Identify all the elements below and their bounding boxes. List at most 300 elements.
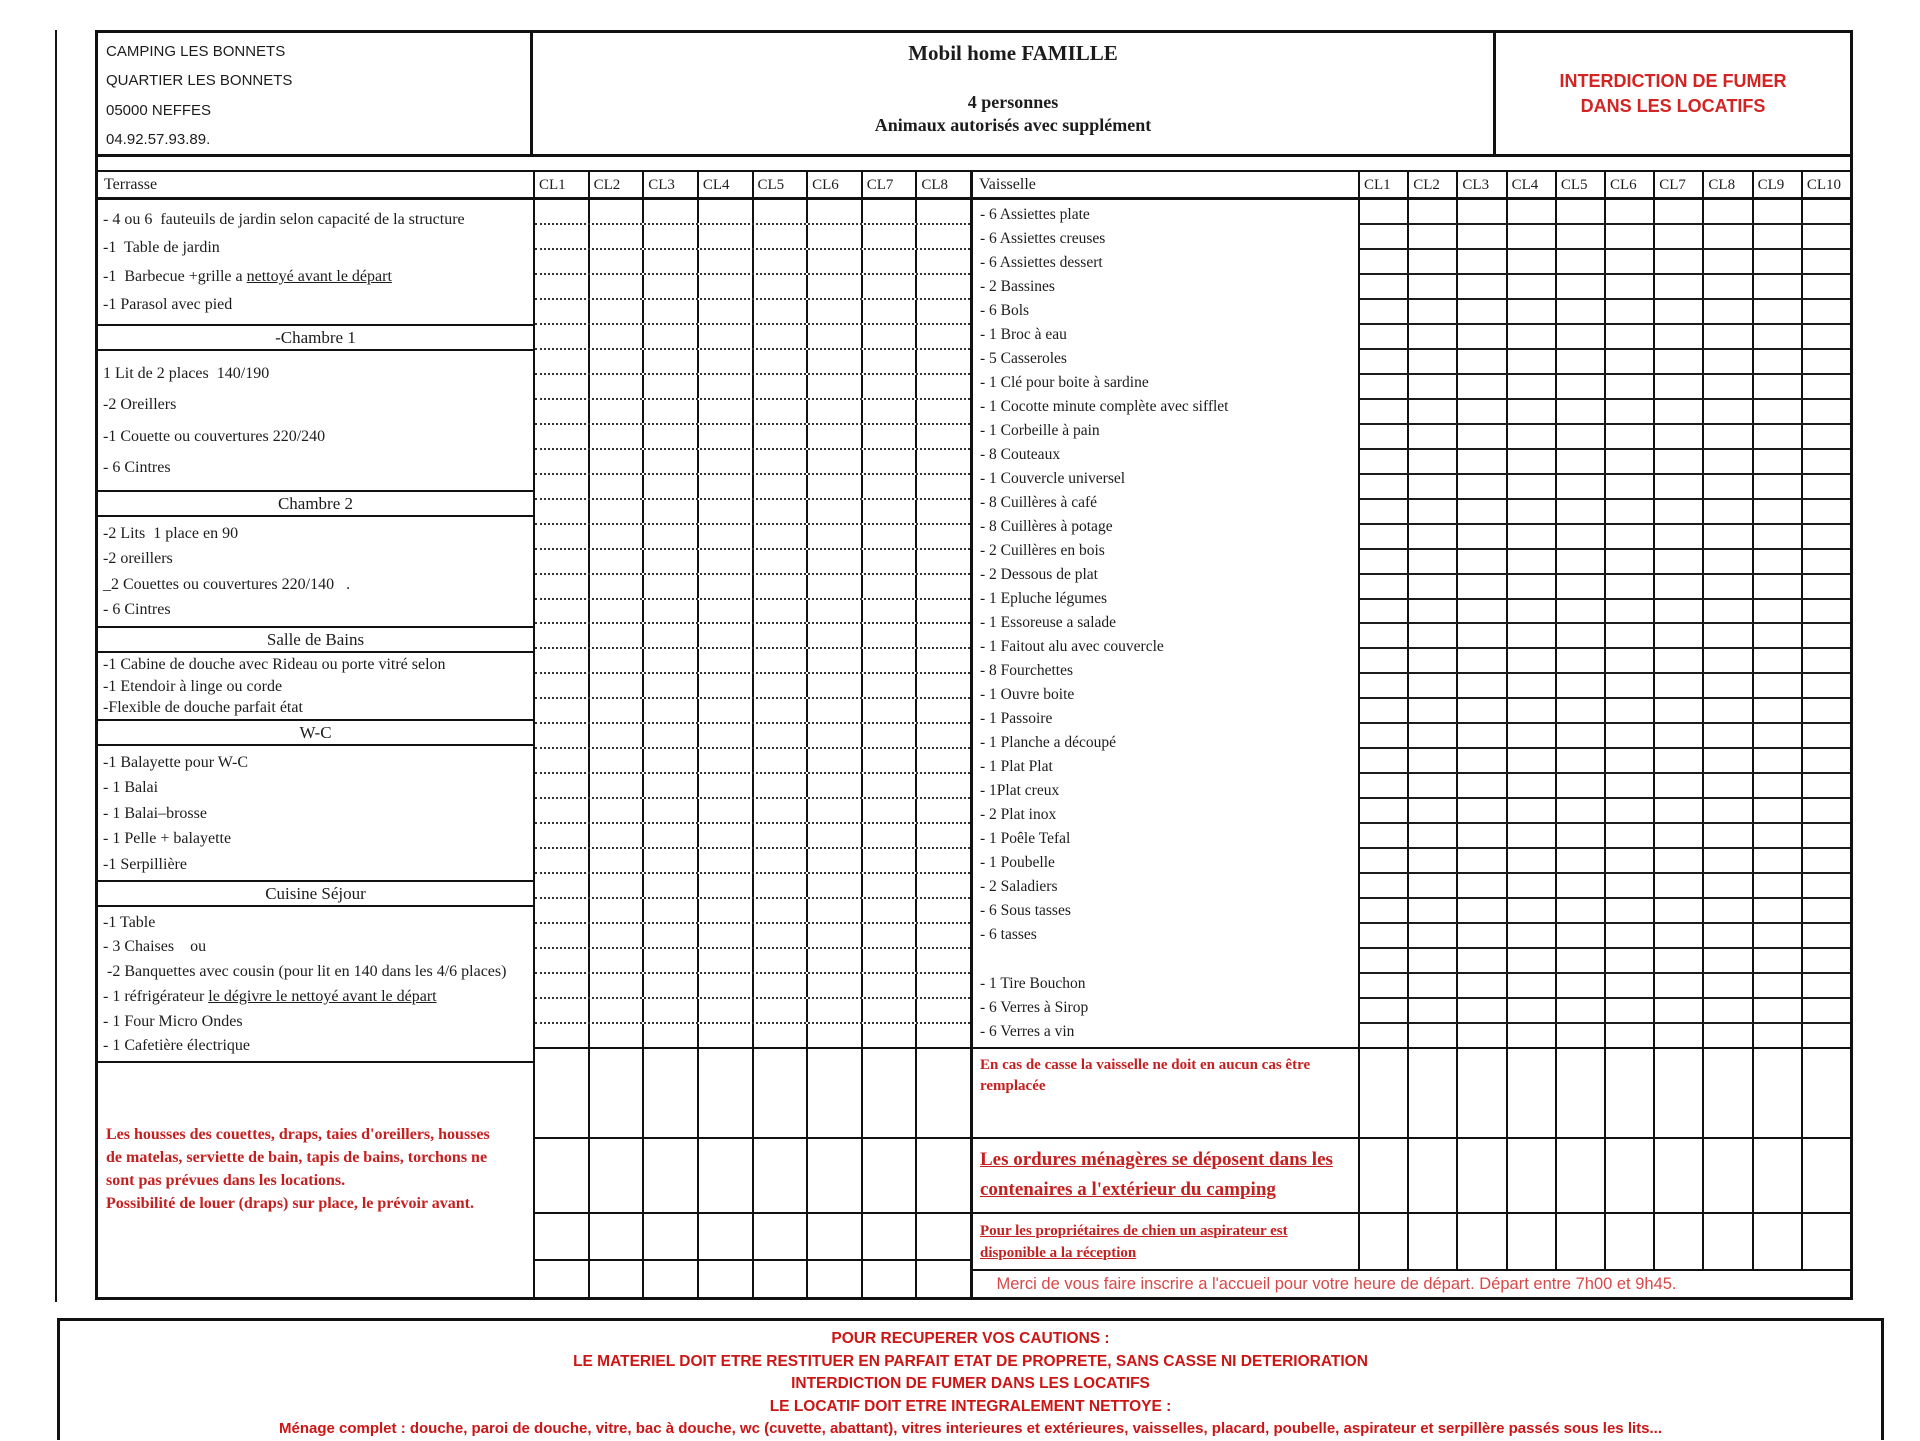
check-cell [535, 674, 588, 697]
check-cell [806, 849, 861, 872]
check-cell [1360, 525, 1407, 548]
check-cell [1555, 674, 1604, 697]
inventory-item: - 1 Cafetière électrique [103, 1037, 251, 1055]
inventory-item: - 4 ou 6 fauteuils de jardin selon capacité de la structure [103, 210, 465, 228]
check-cell [1604, 600, 1653, 623]
check-cell [1456, 649, 1505, 672]
check-cell [1702, 425, 1751, 448]
check-cell [1360, 475, 1407, 498]
grid-row [1360, 400, 1850, 425]
check-cell [1360, 225, 1407, 248]
check-cell [1801, 475, 1850, 498]
check-cell [1702, 600, 1751, 623]
check-cell [1506, 275, 1555, 298]
check-cell [915, 500, 970, 523]
check-cell [1604, 799, 1653, 822]
check-cell [1801, 400, 1850, 423]
check-cell [861, 450, 916, 473]
check-cell [915, 525, 970, 548]
check-cell [1407, 200, 1456, 223]
check-cell [588, 500, 643, 523]
check-cell [1456, 475, 1505, 498]
check-cell [642, 724, 697, 747]
check-cell [861, 849, 916, 872]
grid-row [1360, 575, 1850, 600]
check-cell [752, 799, 807, 822]
check-cell [588, 250, 643, 273]
cl-column-header: CL7 [1653, 172, 1702, 197]
check-cell [1604, 849, 1653, 872]
check-cell [1456, 575, 1505, 598]
check-cell [752, 600, 807, 623]
check-cell [697, 325, 752, 348]
check-cell [1801, 799, 1850, 822]
check-cell [1360, 575, 1407, 598]
inventory-item: - 1 réfrigérateur le dégivre le nettoyé avant le départ [103, 987, 437, 1005]
check-cell [642, 375, 697, 398]
check-cell [1407, 575, 1456, 598]
check-cell [915, 1139, 970, 1212]
check-cell [1456, 1214, 1505, 1269]
inventory-item: -1 Table [103, 913, 156, 931]
check-cell [697, 799, 752, 822]
check-cell [806, 624, 861, 647]
check-cell [1653, 475, 1702, 498]
red-note-line: sont pas prévues dans les locations. [106, 1172, 346, 1189]
check-cell [1407, 774, 1456, 797]
check-cell [861, 699, 916, 722]
check-cell [1360, 749, 1407, 772]
check-cell [806, 325, 861, 348]
check-cell [535, 949, 588, 972]
check-cell [1506, 849, 1555, 872]
check-cell [806, 225, 861, 248]
check-cell [697, 275, 752, 298]
check-cell [806, 774, 861, 797]
check-cell [1702, 999, 1751, 1022]
departure-note: Merci de vous faire inscrire a l'accueil pour votre heure de départ. Départ entre 7h00 et 9h45. [970, 1269, 1850, 1297]
check-cell [1360, 350, 1407, 373]
check-cell [1702, 974, 1751, 997]
check-cell [915, 350, 970, 373]
check-cell [1456, 325, 1505, 348]
cl-column-header: CL5 [1555, 172, 1604, 197]
check-cell [861, 325, 916, 348]
check-cell [861, 200, 916, 223]
check-cell [806, 475, 861, 498]
grid-row [535, 999, 970, 1024]
check-cell [1653, 250, 1702, 273]
check-cell [1407, 724, 1456, 747]
check-cell [1752, 974, 1801, 997]
check-cell [535, 275, 588, 298]
inventory-item: -2 Lits 1 place en 90 [103, 524, 239, 542]
check-cell [588, 425, 643, 448]
check-cell [861, 924, 916, 947]
check-cell [915, 475, 970, 498]
check-cell [915, 1049, 970, 1137]
check-cell [1604, 325, 1653, 348]
check-cell [697, 350, 752, 373]
check-cell [861, 649, 916, 672]
check-cell [535, 1024, 588, 1047]
check-cell [1702, 849, 1751, 872]
check-cell [1702, 899, 1751, 922]
check-cell [806, 749, 861, 772]
check-cell [1604, 649, 1653, 672]
check-cell [1456, 375, 1505, 398]
grid-row [1360, 300, 1850, 325]
cl-column-header: CL6 [1604, 172, 1653, 197]
check-cell [697, 600, 752, 623]
grid-row [535, 624, 970, 649]
grid-row [535, 924, 970, 949]
check-cell [806, 799, 861, 822]
check-cell [1555, 550, 1604, 573]
check-cell [752, 924, 807, 947]
check-cell [1801, 674, 1850, 697]
check-cell [915, 874, 970, 897]
check-cell [1506, 724, 1555, 747]
section-header: -Chambre 1 [98, 324, 533, 351]
grid-row [1360, 225, 1850, 250]
check-cell [642, 1214, 697, 1259]
right-cl-headers [1358, 172, 1850, 197]
check-cell [1456, 974, 1505, 997]
check-cell [1506, 974, 1555, 997]
check-cell [1752, 724, 1801, 747]
check-cell [1506, 575, 1555, 598]
check-cell [1407, 999, 1456, 1022]
check-cell [1506, 674, 1555, 697]
check-cell [1555, 500, 1604, 523]
check-cell [915, 550, 970, 573]
vaisselle-item: - 1 Plat Plat [980, 758, 1053, 776]
check-cell [806, 1261, 861, 1297]
check-cell [915, 949, 970, 972]
check-cell [1555, 724, 1604, 747]
check-cell [1653, 375, 1702, 398]
check-cell [1456, 999, 1505, 1022]
check-cell [535, 575, 588, 598]
check-cell [1801, 350, 1850, 373]
check-cell [861, 1024, 916, 1047]
check-cell [1604, 300, 1653, 323]
check-cell [915, 824, 970, 847]
check-cell [588, 575, 643, 598]
check-cell [1801, 600, 1850, 623]
check-cell [806, 999, 861, 1022]
check-cell [1604, 999, 1653, 1022]
check-cell [1407, 949, 1456, 972]
check-cell [535, 699, 588, 722]
grid-row-tall [535, 1047, 970, 1137]
check-cell [1801, 575, 1850, 598]
check-cell [1801, 375, 1850, 398]
check-cell [1360, 1049, 1407, 1137]
grid-row [535, 699, 970, 724]
grid-row [535, 749, 970, 774]
check-cell [1653, 1049, 1702, 1137]
red-note-line: de matelas, serviette de bain, tapis de bains, torchons ne [106, 1149, 488, 1166]
cl-column-header: CL4 [1506, 172, 1555, 197]
check-cell [1360, 1214, 1407, 1269]
inventory-item: _2 Couettes ou couvertures 220/140 . [103, 575, 351, 593]
check-cell [588, 774, 643, 797]
check-cell [1555, 425, 1604, 448]
check-cell [642, 874, 697, 897]
check-cell [861, 674, 916, 697]
check-cell [1801, 824, 1850, 847]
check-cell [1604, 874, 1653, 897]
check-cell [1752, 550, 1801, 573]
check-cell [1752, 699, 1801, 722]
page-margin-line [55, 30, 57, 1302]
camping-street: QUARTIER LES BONNETS [106, 72, 293, 90]
grid-row [1360, 250, 1850, 275]
check-cell [642, 649, 697, 672]
check-cell [752, 225, 807, 248]
check-cell [1752, 749, 1801, 772]
check-cell [752, 250, 807, 273]
check-cell [1407, 475, 1456, 498]
check-cell [1456, 724, 1505, 747]
cl-column-header: CL1 [533, 172, 588, 197]
check-cell [535, 999, 588, 1022]
check-cell [1604, 924, 1653, 947]
check-cell [1752, 1139, 1801, 1212]
check-cell [806, 275, 861, 298]
check-cell [1360, 649, 1407, 672]
check-cell [752, 450, 807, 473]
check-cell [1360, 1139, 1407, 1212]
check-cell [697, 774, 752, 797]
check-cell [1801, 450, 1850, 473]
check-cell [752, 1024, 807, 1047]
check-cell [1555, 1214, 1604, 1269]
check-cell [806, 425, 861, 448]
check-cell [642, 899, 697, 922]
check-cell [1506, 624, 1555, 647]
check-cell [1407, 824, 1456, 847]
check-cell [1653, 550, 1702, 573]
section-items [98, 517, 533, 626]
check-cell [588, 525, 643, 548]
check-cell [1702, 799, 1751, 822]
vaisselle-item: - 2 Plat inox [980, 806, 1057, 824]
footer-line: LE MATERIEL DOIT ETRE RESTITUER EN PARFAIT ETAT DE PROPRETE, SANS CASSE NI DETERIORATION [573, 1352, 1368, 1370]
check-cell [1407, 699, 1456, 722]
check-cell [1555, 774, 1604, 797]
check-cell [588, 899, 643, 922]
check-cell [1653, 774, 1702, 797]
check-cell [1555, 749, 1604, 772]
section-header: Salle de Bains [98, 626, 533, 653]
check-cell [1506, 200, 1555, 223]
grid-row [535, 674, 970, 699]
vaisselle-item: - 1Plat creux [980, 782, 1060, 800]
check-cell [806, 699, 861, 722]
check-cell [752, 724, 807, 747]
check-cell [1407, 400, 1456, 423]
check-cell [1604, 225, 1653, 248]
check-cell [588, 550, 643, 573]
grid-row [535, 400, 970, 425]
check-cell [588, 1139, 643, 1212]
check-cell [1506, 350, 1555, 373]
check-cell [1752, 375, 1801, 398]
check-cell [588, 375, 643, 398]
check-cell [535, 200, 588, 223]
check-cell [535, 874, 588, 897]
check-cell [1604, 425, 1653, 448]
check-cell [535, 724, 588, 747]
check-cell [752, 200, 807, 223]
check-cell [535, 550, 588, 573]
check-cell [1702, 500, 1751, 523]
check-cell [1653, 849, 1702, 872]
check-cell [588, 849, 643, 872]
check-cell [752, 425, 807, 448]
red-note-line: Les housses des couettes, draps, taies d'oreillers, housses [106, 1126, 490, 1143]
check-cell [697, 1024, 752, 1047]
check-cell [642, 350, 697, 373]
inventory-item: - 6 Cintres [103, 601, 171, 619]
vaisselle-item: - 8 Couteaux [980, 446, 1061, 464]
check-cell [1407, 1024, 1456, 1047]
check-cell [1653, 999, 1702, 1022]
check-cell [752, 400, 807, 423]
check-cell [1555, 649, 1604, 672]
check-cell [1702, 1024, 1751, 1047]
check-cell [1752, 425, 1801, 448]
check-cell [1801, 225, 1850, 248]
cl-column-header: CL2 [588, 172, 643, 197]
check-cell [861, 824, 916, 847]
check-cell [1456, 400, 1505, 423]
check-cell [1702, 300, 1751, 323]
check-cell [1604, 1214, 1653, 1269]
check-cell [1801, 749, 1850, 772]
check-cell [752, 949, 807, 972]
check-cell [697, 974, 752, 997]
check-cell [588, 824, 643, 847]
check-cell [535, 475, 588, 498]
check-cell [1604, 525, 1653, 548]
vaisselle-item: - 1 Broc à eau [980, 326, 1067, 344]
check-cell [1801, 774, 1850, 797]
check-cell [1801, 949, 1850, 972]
check-cell [588, 724, 643, 747]
check-cell [1604, 774, 1653, 797]
check-cell [1555, 325, 1604, 348]
grid-row [535, 325, 970, 350]
cl-column-header: CL8 [915, 172, 970, 197]
check-cell [806, 500, 861, 523]
check-cell [535, 849, 588, 872]
check-cell [861, 575, 916, 598]
check-cell [1702, 924, 1751, 947]
check-cell [1801, 699, 1850, 722]
check-cell [588, 624, 643, 647]
check-cell [1407, 924, 1456, 947]
check-cell [1456, 699, 1505, 722]
check-cell [697, 624, 752, 647]
vaisselle-item: - 1 Poubelle [980, 854, 1055, 872]
check-cell [915, 1024, 970, 1047]
grid-row [535, 874, 970, 899]
grid-row [535, 899, 970, 924]
check-cell [1702, 550, 1751, 573]
check-cell [915, 1214, 970, 1259]
check-cell [1407, 550, 1456, 573]
check-cell [642, 200, 697, 223]
check-cell [1653, 824, 1702, 847]
grid-row [1360, 525, 1850, 550]
check-cell [1702, 649, 1751, 672]
check-cell [861, 550, 916, 573]
check-cell [1360, 425, 1407, 448]
grid-row [1360, 600, 1850, 625]
red-note-dog-vacuum: Pour les propriétaires de chien un aspirateur est disponible a la réception [973, 1212, 1358, 1269]
check-cell [806, 874, 861, 897]
check-cell [861, 225, 916, 248]
check-cell [535, 525, 588, 548]
check-cell [752, 999, 807, 1022]
section-items [98, 907, 533, 1061]
vaisselle-item: - 1 Poêle Tefal [980, 830, 1071, 848]
grid-row [535, 600, 970, 625]
check-cell [1801, 924, 1850, 947]
grid-row [1360, 500, 1850, 525]
grid-row [1360, 999, 1850, 1024]
check-cell [1407, 624, 1456, 647]
footer-line: POUR RECUPERER VOS CAUTIONS : [831, 1330, 1110, 1347]
check-cell [861, 749, 916, 772]
check-cell [1456, 674, 1505, 697]
check-cell [806, 600, 861, 623]
check-cell [1506, 1214, 1555, 1269]
check-cell [1506, 649, 1555, 672]
check-cell [861, 899, 916, 922]
check-cell [697, 375, 752, 398]
check-cell [806, 525, 861, 548]
check-cell [1604, 624, 1653, 647]
check-cell [1801, 200, 1850, 223]
check-cell [752, 475, 807, 498]
cl-column-header: CL3 [642, 172, 697, 197]
check-cell [1407, 874, 1456, 897]
check-cell [1506, 999, 1555, 1022]
check-cell [1456, 849, 1505, 872]
section-header: Cuisine Séjour [98, 880, 533, 907]
check-cell [1653, 624, 1702, 647]
check-cell [1752, 999, 1801, 1022]
check-cell [1360, 600, 1407, 623]
check-cell [752, 375, 807, 398]
check-cell [1702, 225, 1751, 248]
check-cell [915, 849, 970, 872]
check-cell [1407, 525, 1456, 548]
check-cell [1752, 824, 1801, 847]
check-cell [1555, 375, 1604, 398]
check-cell [535, 899, 588, 922]
check-cell [1456, 200, 1505, 223]
check-cell [861, 275, 916, 298]
check-cell [806, 1139, 861, 1212]
check-cell [1653, 949, 1702, 972]
check-cell [806, 1049, 861, 1137]
